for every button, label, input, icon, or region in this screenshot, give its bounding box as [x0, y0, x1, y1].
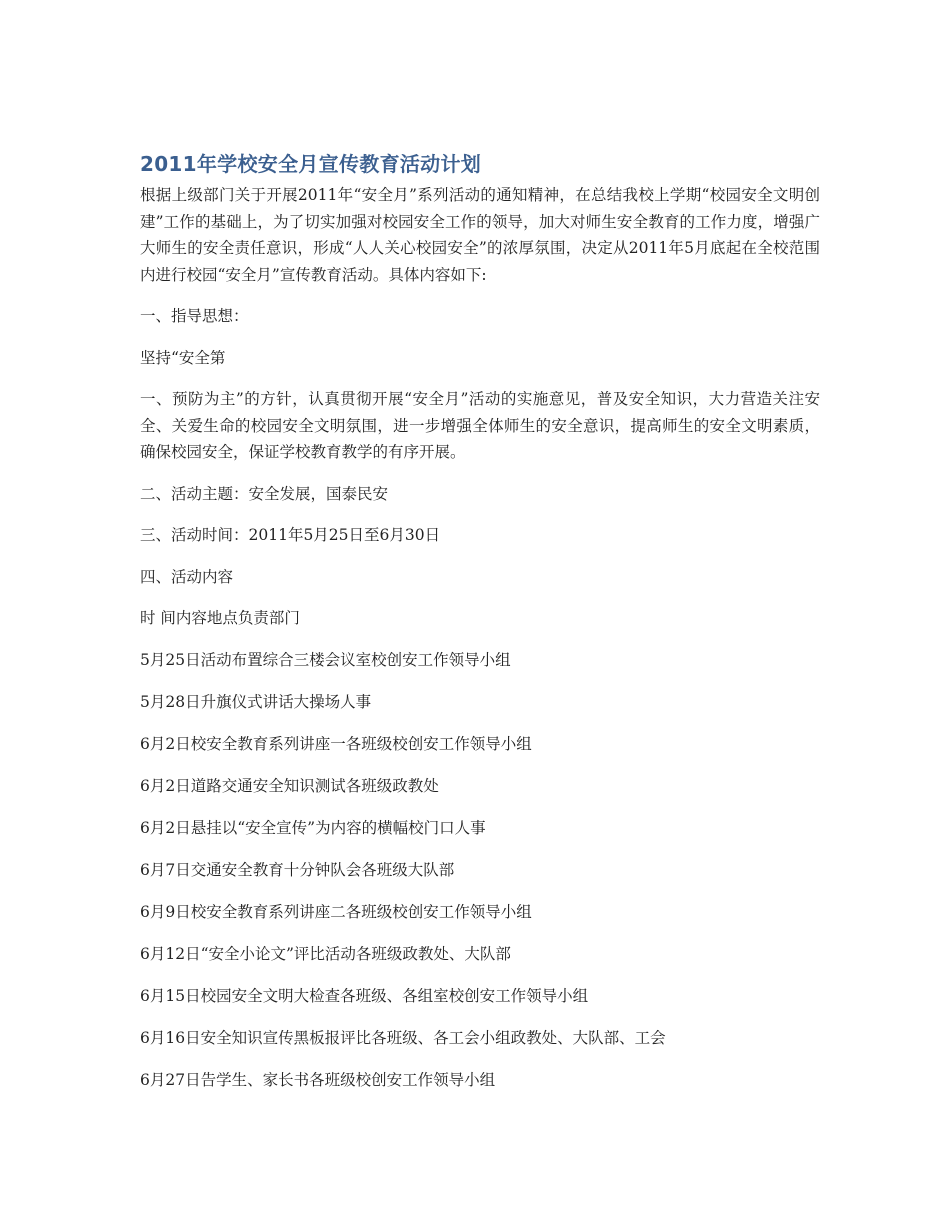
- section-theme: 二、活动主题：安全发展，国泰民安: [140, 484, 389, 503]
- schedule-row: 6月15日校园安全文明大检查各班级、各组室校创安工作领导小组: [140, 986, 589, 1005]
- schedule-row: 6月2日道路交通安全知识测试各班级政教处: [140, 776, 439, 795]
- schedule-row: 6月27日告学生、家长书各班级校创安工作领导小组: [140, 1070, 496, 1089]
- document-title: 2011年学校安全月宣传教育活动计划: [140, 152, 482, 176]
- schedule-row: 5月28日升旗仪式讲话大操场人事: [140, 692, 372, 711]
- section-guiding-heading: 一、指导思想：: [140, 307, 249, 325]
- schedule-table-header: 时 间内容地点负责部门: [140, 609, 300, 627]
- section-guiding-body: 一、预防为主”的方针，认真贯彻开展“安全月”活动的实施意见，普及安全知识，大力营造关注安全、关爱生命的校园安全文明氛围，进一步增强全体师生的安全意识，提高师生的安全文明素质，确保校园安全，保证学校教育教学的有序开展。: [140, 390, 820, 461]
- schedule-row: 6月2日校安全教育系列讲座一各班级校创安工作领导小组: [140, 734, 532, 753]
- schedule-row: 5月25日活动布置综合三楼会议室校创安工作领导小组: [140, 650, 511, 669]
- schedule-row: 6月9日校安全教育系列讲座二各班级校创安工作领导小组: [140, 902, 532, 921]
- schedule-row: 6月12日“安全小论文”评比活动各班级政教处、大队部: [140, 944, 511, 963]
- section-time: 三、活动时间：2011年5月25日至6月30日: [140, 526, 441, 544]
- schedule-row: 6月7日交通安全教育十分钟队会各班级大队部: [140, 860, 455, 879]
- document-page: [140, 150, 820, 1094]
- section-content-heading: 四、活动内容: [140, 567, 234, 586]
- schedule-list: [140, 647, 820, 1094]
- schedule-row: 6月2日悬挂以“安全宣传”为内容的横幅校门口人事: [140, 818, 486, 837]
- intro-paragraph: 根据上级部门关于开展2011年“安全月”系列活动的通知精神，在总结我校上学期“校园安全文明创建”工作的基础上，为了切实加强对校园安全工作的领导，加大对师生安全教育的工作力度，增强广大师生的安全责任意识，形成“人人关心校园安全”的浓厚氛围，决定从2011年5月底起在全校范围内进行校园“安全月”宣传教育活动。具体内容如下:: [140, 186, 820, 284]
- section-guiding-lead: 坚持“安全第: [140, 348, 226, 367]
- schedule-row: 6月16日安全知识宣传黑板报评比各班级、各工会小组政教处、大队部、工会: [140, 1028, 666, 1047]
